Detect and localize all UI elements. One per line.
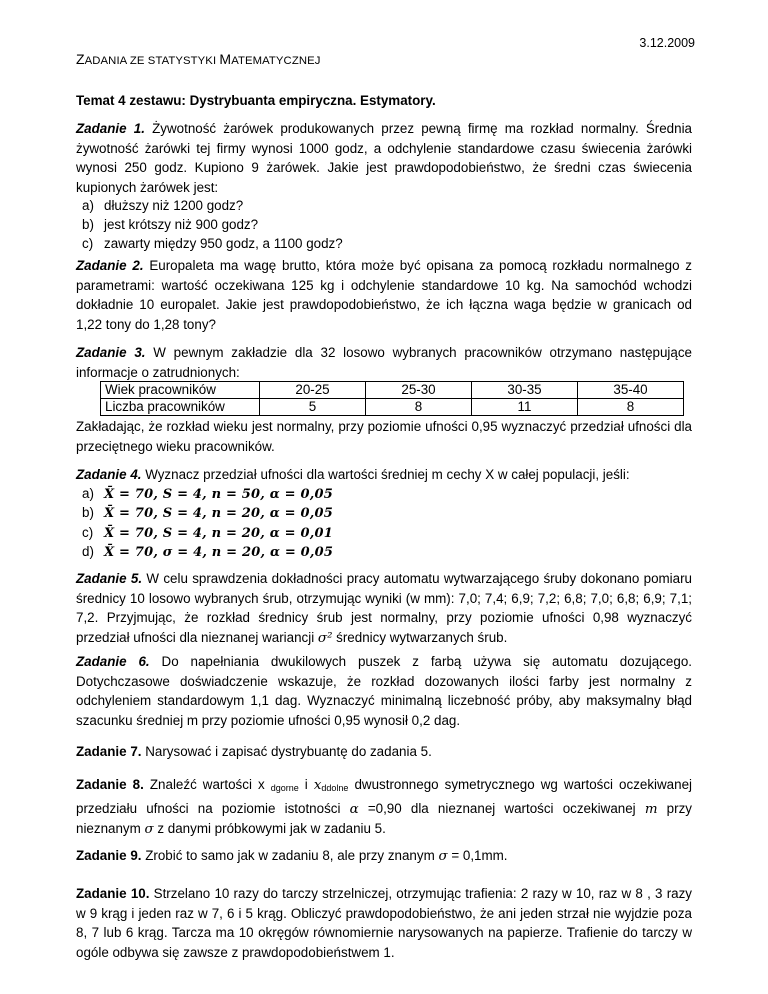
- task-6-text: Do napełniania dwukilowych puszek z farbą używa się automatu dozującego. Dotychczasowe doświadczenie wskazuje, że rozkład dozowanych ilości farby jest normalny z odchyleniem standardowym 1,1 dag. Wyznaczyć minimalną liczebność próby, aby maksymalny błąd szacunku średniej m przy poziomie ufności 0,95 wynosił 0,2 dag.: [76, 654, 692, 728]
- heading-cap-1: Z: [76, 51, 85, 67]
- table-cell: 35-40: [578, 382, 684, 399]
- table-cell: 25-30: [366, 382, 472, 399]
- task-8-label: Zadanie 8.: [76, 777, 144, 792]
- list-marker: c): [82, 235, 94, 251]
- task-8-text-4: =0,90 dla nieznanej wartości oczekiwanej: [358, 800, 645, 816]
- list-item: [76, 485, 692, 505]
- task-5-text-2: średnicy wytwarzanych śrub.: [332, 629, 508, 645]
- task-7-text: Narysować i zapisać dystrybuantę do zadania 5.: [141, 744, 432, 759]
- task-5-text-1: W celu sprawdzenia dokładności pracy automatu wytwarzającego śruby dokonano pomiaru średnicy 10 losowo wybranych śrub, otrzymując wyniki (w mm): 7,0; 7,4; 6,9; 7,2; 6,8; 7,0; 6,8; 6,9; 7,1; 7,2. Przyjmując, że rozkład średnicy śrub jest normalny, przy poziomie ufności 0,98 wyznaczyć przedział ufności dla nieznanej wariancji: [76, 571, 692, 645]
- table-row-header: Liczba pracowników: [101, 399, 260, 416]
- topic-title: Temat 4 zestawu: Dystrybuanta empiryczna. Estymatory.: [76, 93, 436, 108]
- table-cell: 8: [366, 399, 472, 416]
- table-cell: 8: [578, 399, 684, 416]
- task-2-label: Zadanie 2.: [76, 258, 144, 273]
- m-symbol: m: [644, 801, 658, 817]
- table-row-header: Wiek pracowników: [101, 382, 260, 399]
- heading-part-1: ADANIA ZE STATYSTYKI: [84, 55, 220, 67]
- list-marker: a): [82, 485, 94, 501]
- task-4-text: Wyznacz przedział ufności dla wartości średniej m cechy X w całej populacji, jeśli:: [141, 467, 630, 482]
- document-heading: [76, 51, 320, 67]
- task-5-label: Zadanie 5.: [76, 571, 143, 586]
- list-item: [76, 524, 692, 544]
- task-9: [76, 846, 692, 867]
- formula: X̄ = 70, S = 4, n = 50, α = 0,05: [104, 486, 333, 502]
- task-4-list: [76, 485, 692, 563]
- age-table: [100, 381, 684, 416]
- task-8-text-2: i: [298, 777, 314, 792]
- task-6-label: Zadanie 6.: [76, 654, 150, 669]
- task-8-text-5: przy nieznanym: [76, 800, 692, 837]
- table-row: [101, 382, 684, 399]
- task-3: [76, 343, 692, 382]
- task-9-text-2: = 0,1mm.: [447, 848, 508, 863]
- task-8: [76, 775, 692, 840]
- document-date: 3.12.2009: [639, 36, 695, 50]
- list-marker: d): [82, 544, 94, 560]
- list-item: [76, 235, 692, 254]
- task-1-text: Żywotność żarówek produkowanych przez pewną firmę ma rozkład normalny. Średnia żywotność żarówki tej firmy wynosi 1000 godz, a odchylenie standardowe czasu świecenia żarówki wynosi 250 godz. Kupiono 9 żarówek. Jakie jest prawdopodobieństwo, że średni czas świecenia kupionych żarówek jest:: [76, 121, 692, 195]
- task-9-label: Zadanie 9.: [76, 848, 142, 863]
- task-4-label: Zadanie 4.: [76, 467, 142, 482]
- sigma-symbol: σ: [438, 849, 448, 864]
- task-2: [76, 256, 692, 334]
- subscript-ddolne: ddolne: [321, 783, 349, 793]
- list-item: [76, 197, 692, 216]
- task-9-text-1: Zrobić to samo jak w zadaniu 8, ale przy znanym: [141, 848, 439, 863]
- list-marker: a): [82, 198, 94, 214]
- table-cell: 5: [260, 399, 366, 416]
- formula: X̄ = 70, S = 4, n = 20, α = 0,01: [104, 525, 333, 541]
- x-symbol: x: [313, 778, 322, 793]
- list-item: [76, 216, 692, 235]
- task-4: [76, 465, 692, 563]
- task-10-label: Zadanie 10.: [76, 886, 150, 901]
- task-5: [76, 569, 692, 648]
- list-marker: b): [82, 216, 94, 232]
- task-1-label: Zadanie 1.: [76, 121, 145, 136]
- list-marker: c): [82, 524, 94, 540]
- heading-cap-2: M: [219, 51, 232, 67]
- task-7: [76, 742, 692, 762]
- task-8-text-6: z danymi próbkowymi jak w zadaniu 5.: [153, 821, 386, 837]
- task-7-label: Zadanie 7.: [76, 744, 142, 759]
- subscript-dgorne: dgorne: [270, 783, 299, 793]
- list-text: dłuższy niż 1200 godz?: [104, 198, 244, 214]
- task-8-text-1: Znaleźć wartości x: [143, 777, 271, 792]
- task-10-text: Strzelano 10 razy do tarczy strzelniczej, otrzymując trafienia: 2 razy w 10, raz w 8 , 3 razy w 9 krąg i jeden raz w 7, 6 i 5 krąg. Obliczyć prawdopodobieństwo, że ani jeden strzał nie wyjdzie poza 8, 7 lub 6 krąg. Tarcza ma 10 okręgów równomiernie narysowanych na papierze. Trafienie do tarczy w ogóle odbywa się zawsze z prawdopodobieństwem 1.: [76, 886, 692, 960]
- task-2-text: Europaleta ma wagę brutto, która może być opisana za pomocą rozkładu normalnego z parametrami: wartość oczekiwana 125 kg i odchylenie standardowe 10 kg. Na samochód wchodzi dokładnie 10 europalet. Jakie jest prawdopodobieństwo, że ich łączna waga będzie w granicach od 1,22 tony do 1,28 tony?: [76, 258, 692, 332]
- alpha-symbol: α: [349, 801, 359, 817]
- heading-part-2: ATEMATYCZNEJ: [231, 55, 321, 67]
- task-6: [76, 652, 692, 730]
- list-marker: b): [82, 505, 94, 521]
- task-3-text: W pewnym zakładzie dla 32 losowo wybranych pracowników otrzymano następujące informacje o zatrudnionych:: [76, 345, 692, 380]
- list-item: [76, 543, 692, 563]
- task-3-label: Zadanie 3.: [76, 345, 146, 360]
- task-3-after: Zakładając, że rozkład wieku jest normalny, przy poziomie ufności 0,95 wyznaczyć przedział ufności dla przeciętnego wieku pracowników.: [76, 419, 692, 454]
- task-10: [76, 884, 692, 962]
- table-cell: 11: [472, 399, 578, 416]
- task-1: [76, 119, 692, 253]
- list-text: jest krótszy niż 900 godz?: [104, 216, 259, 232]
- formula: X̄ = 70, σ = 4, n = 20, α = 0,05: [104, 545, 334, 561]
- task-8-text-3: dwustronnego symetrycznego wg wartości oczekiwanej przedziału ufności na poziomie istotności: [76, 777, 692, 816]
- sigma-squared-symbol: σ²: [317, 630, 333, 646]
- task-1-list: [76, 197, 692, 253]
- table-cell: 30-35: [472, 382, 578, 399]
- formula: X̄ = 70, S = 4, n = 20, α = 0,05: [104, 506, 333, 522]
- table-cell: 20-25: [260, 382, 366, 399]
- list-text: zawarty między 950 godz, a 1100 godz?: [104, 235, 343, 251]
- table-row: [101, 399, 684, 416]
- sigma-symbol: σ: [144, 822, 154, 838]
- list-item: [76, 504, 692, 524]
